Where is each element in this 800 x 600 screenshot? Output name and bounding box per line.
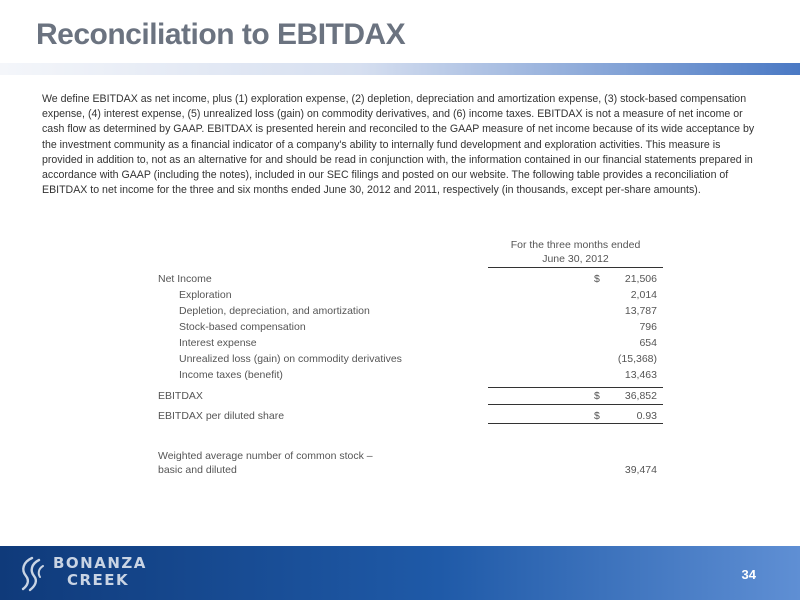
weighted-average-value: 39,474 (624, 464, 657, 476)
table-row-ebitdax (158, 388, 663, 404)
row-value: (15,368) (617, 353, 657, 365)
title-underline-band (0, 63, 800, 75)
row-value: 796 (639, 321, 657, 333)
page-title: Reconciliation to EBITDAX (36, 18, 406, 51)
currency-symbol: $ (594, 273, 600, 285)
table-row (158, 351, 663, 367)
table-row (158, 303, 663, 319)
row-label: Depletion, depreciation, and amortization (179, 305, 370, 317)
table-row-net-income (158, 271, 663, 287)
row-label: Interest expense (179, 337, 257, 349)
row-label: Income taxes (benefit) (179, 369, 283, 381)
column-header-line2: June 30, 2012 (542, 253, 609, 265)
total-rule (488, 404, 663, 405)
row-label: EBITDAX per diluted share (158, 410, 285, 422)
column-header (488, 238, 663, 268)
per-share-rule (488, 423, 663, 424)
row-label: Unrealized loss (gain) on commodity derivatives (179, 353, 402, 365)
table-row (158, 367, 663, 383)
weighted-average-label-line1: Weighted average number of common stock – (158, 450, 373, 462)
currency-symbol: $ (594, 390, 600, 402)
table-row-per-share (158, 408, 663, 424)
row-label: Stock-based compensation (179, 321, 306, 333)
row-label: Exploration (179, 289, 232, 301)
row-value: 0.93 (636, 410, 657, 422)
row-value: 36,852 (624, 390, 657, 402)
weighted-average-label-line2: basic and diluted (158, 464, 237, 476)
row-value: 2,014 (630, 289, 657, 301)
bonanza-creek-emblem-icon (18, 556, 46, 592)
intro-paragraph: We define EBITDAX as net income, plus (1) exploration expense, (2) depletion, depreciation and amortization expense, (3) stock-based compensation expense, (4) interest expense, (5) unrealized loss (gain) on commodity derivatives, and (6) income taxes. EBITDAX is not a measure of net income or cash flow as determined by GAAP. EBITDAX is presented herein and reconciled to the GAAP measure of net income because of its wide acceptance by the investment community as a financial indicator of a company's ability to internally fund development and exploration activities. This measure is provided in addition to, not as an alternative for and should be read in conjunction with, the information contained in our financial statements prepared in accordance with GAAP (including the notes), included in our SEC filings and posted on our website. The following table provides a reconciliation of EBITDAX to net income for the three and six months ended June 30, 2012 and 2011, respectively (in thousands, except per-share amounts). (42, 93, 755, 197)
table-row (158, 335, 663, 351)
weighted-average-label (158, 449, 373, 477)
logo-line2: CREEK (67, 571, 130, 589)
row-value: 13,787 (624, 305, 657, 317)
logo-line1: BONANZA (53, 554, 147, 572)
company-logo-text (53, 555, 147, 589)
row-label: Net Income (158, 273, 212, 285)
row-label: EBITDAX (158, 390, 203, 402)
row-value: 13,463 (624, 369, 657, 381)
row-value: 21,506 (624, 273, 657, 285)
column-header-line1: For the three months ended (510, 239, 641, 251)
page-number: 34 (741, 567, 756, 582)
currency-symbol: $ (594, 410, 600, 422)
row-value: 654 (639, 337, 657, 349)
footer-band (0, 546, 800, 600)
table-row (158, 319, 663, 335)
table-row (158, 287, 663, 303)
